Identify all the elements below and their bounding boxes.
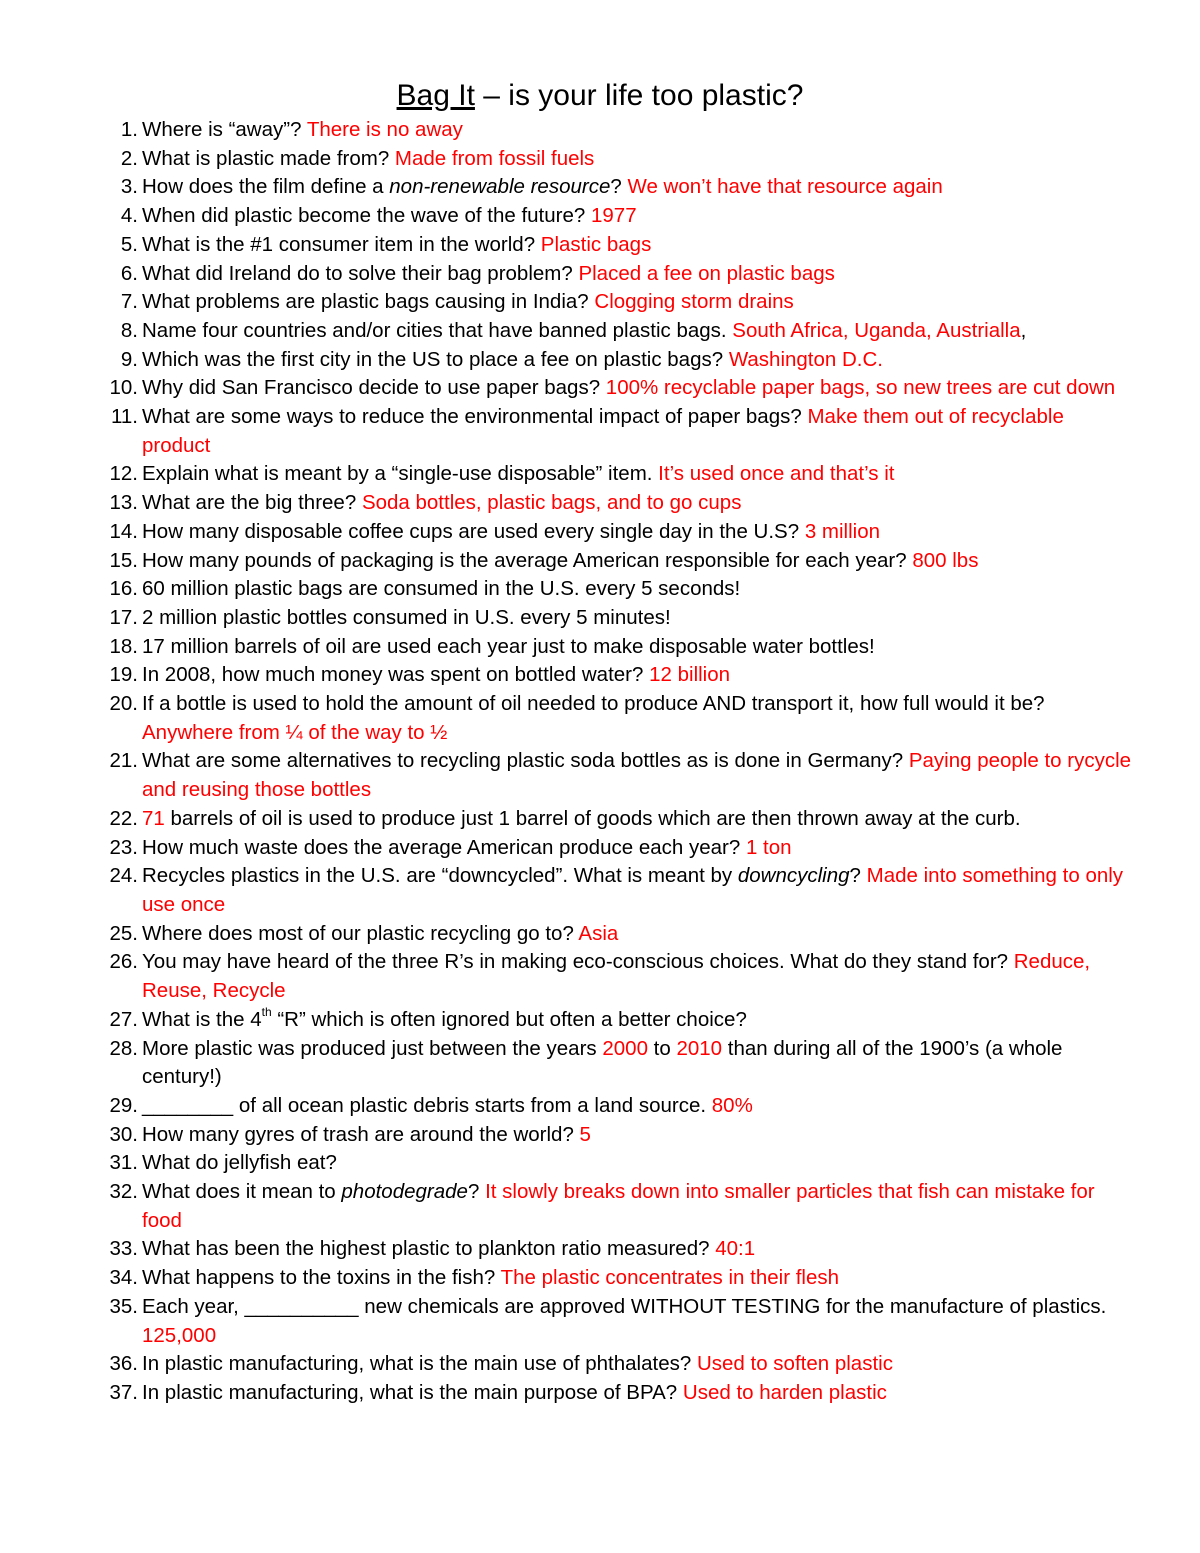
question-number: 34. <box>109 1266 138 1290</box>
question-text: ? <box>610 175 628 199</box>
question-number: 25. <box>109 921 138 945</box>
question-text: What happens to the toxins in the fish? <box>142 1266 501 1290</box>
answer-text: Washington D.C. <box>728 347 884 371</box>
answer-text: The plastic concentrates in their flesh <box>500 1266 840 1290</box>
question-text: than during all of the 1900’s (a whole century!) <box>142 1036 1063 1089</box>
question-text: What does it mean to <box>142 1180 342 1204</box>
answer-text: There is no away <box>306 118 463 141</box>
question-item <box>104 1121 1132 1150</box>
question-number: 10. <box>109 376 138 400</box>
question-text: If a bottle is used to hold the amount of oil needed to produce AND transport it, how full would it be? <box>142 692 1045 716</box>
question-item <box>104 633 1132 662</box>
question-number: 3. <box>120 175 138 199</box>
question-emphasis: photodegrade <box>341 1180 468 1204</box>
question-superscript: th <box>261 1004 272 1019</box>
question-item <box>104 346 1132 375</box>
question-text: to <box>647 1036 677 1060</box>
question-item <box>104 1350 1132 1379</box>
page-title <box>0 76 1200 116</box>
question-item <box>104 116 1132 145</box>
question-item <box>104 460 1132 489</box>
question-item <box>104 231 1132 260</box>
question-text: How many pounds of packaging is the average American responsible for each year? <box>142 548 913 572</box>
question-number: 17. <box>109 605 138 629</box>
answer-text: 3 million <box>804 519 881 543</box>
question-item <box>104 547 1132 576</box>
question-text: What do jellyfish eat? <box>142 1151 337 1175</box>
answer-text: 80% <box>711 1093 753 1117</box>
question-item <box>104 518 1132 547</box>
question-number: 21. <box>109 749 138 773</box>
question-text: Where is “away”? <box>142 118 307 141</box>
answer-text: 800 lbs <box>912 548 979 572</box>
question-list <box>104 116 1132 1408</box>
question-number: 12. <box>109 462 138 486</box>
question-text: , <box>1020 318 1027 342</box>
question-item <box>104 288 1132 317</box>
question-item <box>104 374 1132 403</box>
answer-text: Used to harden plastic <box>682 1380 887 1404</box>
question-item <box>104 403 1132 460</box>
answer-text: Asia <box>578 921 619 945</box>
question-number: 31. <box>109 1151 138 1175</box>
question-text: In plastic manufacturing, what is the main use of phthalates? <box>142 1352 697 1376</box>
question-text: Explain what is meant by a “single-use disposable” item. <box>142 462 659 486</box>
question-number: 13. <box>109 491 138 515</box>
question-number: 5. <box>120 232 138 256</box>
answer-text: 125,000 <box>142 1323 217 1347</box>
answer-text: 71 <box>142 806 165 830</box>
answer-text: Clogging storm drains <box>594 290 794 314</box>
answer-text: Plastic bags <box>540 232 652 256</box>
question-number: 6. <box>120 261 138 285</box>
question-number: 14. <box>109 519 138 543</box>
question-number: 26. <box>109 950 138 974</box>
question-item <box>104 1035 1132 1092</box>
question-item <box>104 260 1132 289</box>
question-item <box>104 661 1132 690</box>
question-text: More plastic was produced just between the years <box>142 1036 603 1060</box>
question-text: How does the film define a <box>142 175 390 199</box>
question-item <box>104 145 1132 174</box>
question-text: Why did San Francisco decide to use paper bags? <box>142 376 606 400</box>
question-text: What did Ireland do to solve their bag problem? <box>142 261 579 285</box>
question-number: 22. <box>109 806 138 830</box>
question-number: 27. <box>109 1007 138 1031</box>
question-item <box>104 805 1132 834</box>
question-item <box>104 1235 1132 1264</box>
question-number: 30. <box>109 1122 138 1146</box>
question-item <box>104 1264 1132 1293</box>
answer-text: 12 billion <box>649 663 731 687</box>
question-number: 28. <box>109 1036 138 1060</box>
question-text: Which was the first city in the US to place a fee on plastic bags? <box>142 347 729 371</box>
question-text: 60 million plastic bags are consumed in the U.S. every 5 seconds! <box>142 577 741 601</box>
question-text: Where does most of our plastic recycling go to? <box>142 921 579 945</box>
question-text: Name four countries and/or cities that have banned plastic bags. <box>142 318 733 342</box>
question-item <box>104 1178 1132 1235</box>
question-item <box>104 1293 1132 1350</box>
answer-text: South Africa, Uganda, Austrialla <box>732 318 1021 342</box>
question-item <box>104 575 1132 604</box>
answer-text: Anywhere from ¼ of the way to ½ <box>142 720 448 744</box>
question-number: 32. <box>109 1180 138 1204</box>
question-emphasis: downcycling <box>737 864 850 888</box>
question-text: What is the 4 <box>142 1007 262 1031</box>
question-text: How much waste does the average American produce each year? <box>142 835 746 859</box>
answer-text: We won’t have that resource again <box>627 175 943 199</box>
question-number: 23. <box>109 835 138 859</box>
question-item <box>104 1379 1132 1408</box>
answer-text: It slowly breaks down into smaller particles that fish can mistake for food <box>142 1180 1095 1232</box>
answer-text: 100% recyclable paper bags, so new trees are cut down <box>605 376 1116 400</box>
answer-text: Make them out of recyclable product <box>142 405 1064 457</box>
question-text: What has been the highest plastic to plankton ratio measured? <box>142 1237 716 1261</box>
question-number: 16. <box>109 577 138 601</box>
question-text: ? <box>467 1180 486 1204</box>
question-text: What is plastic made from? <box>142 146 395 170</box>
question-text: Recycles plastics in the U.S. are “downcycled”. What is meant by <box>142 864 738 888</box>
question-text: How many disposable coffee cups are used every single day in the U.S? <box>142 519 805 543</box>
question-text: What is the #1 consumer item in the world? <box>142 232 541 256</box>
question-number: 8. <box>120 318 138 342</box>
question-text: What are the big three? <box>142 491 362 515</box>
question-text: “R” which is often ignored but often a better choice? <box>271 1007 747 1031</box>
question-number: 19. <box>109 663 138 687</box>
answer-text: Reduce, Reuse, Recycle <box>142 950 1091 1003</box>
question-item <box>104 1006 1132 1035</box>
answer-text: 40:1 <box>715 1237 756 1261</box>
answer-text: It’s used once and that’s it <box>658 462 895 486</box>
question-text: How many gyres of trash are around the world? <box>142 1122 580 1146</box>
answer-text: Made from fossil fuels <box>394 146 595 170</box>
question-item <box>104 1149 1132 1178</box>
question-number: 24. <box>109 864 138 888</box>
answer-text: Soda bottles, plastic bags, and to go cups <box>361 491 742 515</box>
answer-text: 2010 <box>676 1036 723 1060</box>
answer-text: 2000 <box>602 1036 648 1060</box>
question-emphasis: non-renewable resource <box>389 175 611 199</box>
question-item <box>104 747 1132 804</box>
question-number: 1. <box>120 118 138 141</box>
question-text: You may have heard of the three R’s in making eco-conscious choices. What do they stand for? <box>142 950 1014 974</box>
question-text: ________ of all ocean plastic debris starts from a land source. <box>142 1093 712 1117</box>
question-text: ? <box>849 864 867 888</box>
question-number: 20. <box>109 692 138 716</box>
question-item <box>104 202 1132 231</box>
question-item <box>104 604 1132 633</box>
question-text: When did plastic become the wave of the future? <box>142 204 591 228</box>
question-number: 18. <box>109 634 138 658</box>
question-item <box>104 1092 1132 1121</box>
question-text: 17 million barrels of oil are used each year just to make disposable water bottles! <box>142 634 875 658</box>
question-number: 33. <box>109 1237 138 1261</box>
question-item <box>104 173 1132 202</box>
question-number: 2. <box>120 146 138 170</box>
answer-text: Made into something to only use once <box>142 864 1124 916</box>
question-number: 35. <box>109 1294 138 1318</box>
question-number: 29. <box>109 1093 138 1117</box>
answer-text: Used to soften plastic <box>696 1352 893 1376</box>
answer-text: 1977 <box>590 204 637 228</box>
title-rest: – is your life too plastic? <box>474 79 804 112</box>
question-text: 2 million plastic bottles consumed in U.S. every 5 minutes! <box>142 605 671 629</box>
question-item <box>104 862 1132 919</box>
question-text: barrels of oil is used to produce just 1 barrel of goods which are then thrown away at the curb. <box>164 806 1021 830</box>
answer-text: 5 <box>579 1122 591 1146</box>
question-item <box>104 920 1132 949</box>
question-text: What are some ways to reduce the environmental impact of paper bags? <box>142 405 808 429</box>
question-number: 9. <box>120 347 138 371</box>
question-number: 36. <box>109 1352 138 1376</box>
question-text: Each year, __________ new chemicals are approved WITHOUT TESTING for the manufacture of plastics. <box>142 1294 1107 1318</box>
question-text: In plastic manufacturing, what is the main purpose of BPA? <box>142 1380 683 1404</box>
answer-text: Placed a fee on plastic bags <box>578 261 835 285</box>
question-text: What are some alternatives to recycling plastic soda bottles as is done in Germany? <box>142 749 909 773</box>
question-text: What problems are plastic bags causing in India? <box>142 290 595 314</box>
answer-text: 1 ton <box>745 835 792 859</box>
question-item <box>104 948 1132 1005</box>
question-item <box>104 317 1132 346</box>
question-number: 11. <box>111 405 138 429</box>
question-item <box>104 690 1132 747</box>
question-item <box>104 489 1132 518</box>
question-number: 7. <box>120 290 138 314</box>
title-underlined: Bag It <box>396 79 475 112</box>
question-number: 4. <box>120 204 138 228</box>
question-number: 15. <box>109 548 138 572</box>
question-text: In 2008, how much money was spent on bottled water? <box>142 663 650 687</box>
answer-text: Paying people to rycycle and reusing those bottles <box>142 749 1132 802</box>
question-number: 37. <box>109 1380 138 1404</box>
question-item <box>104 834 1132 863</box>
